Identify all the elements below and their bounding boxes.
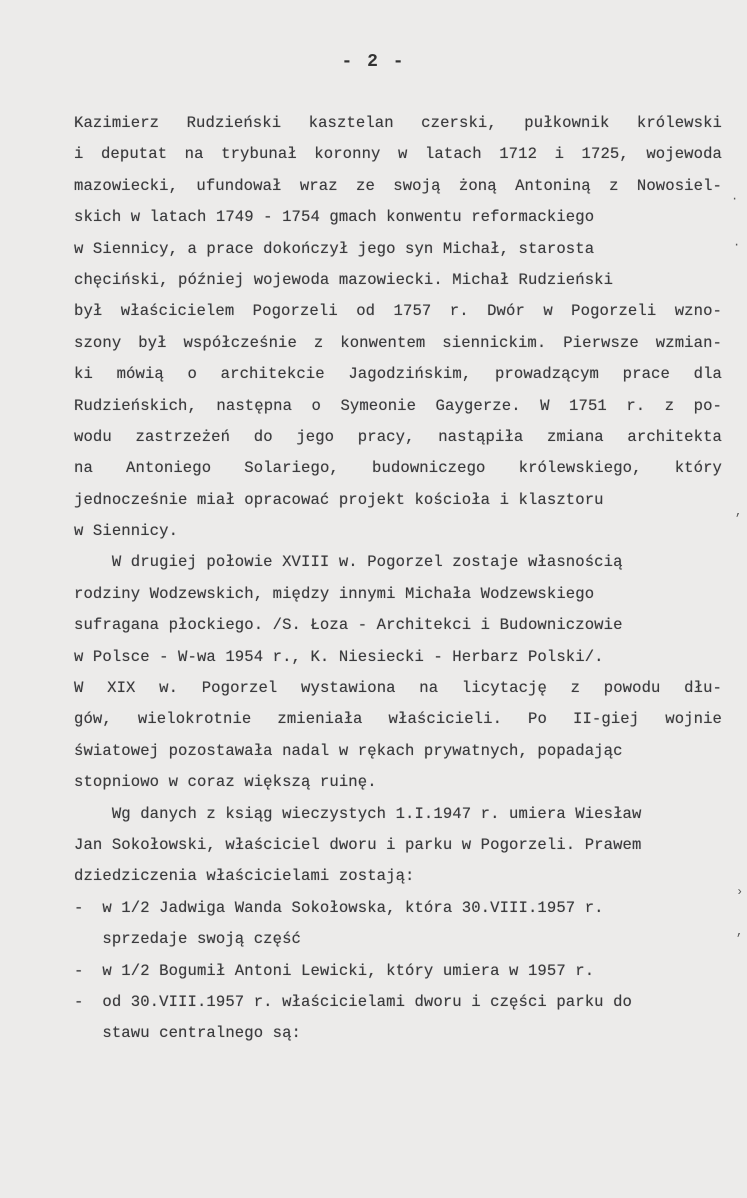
text-line: Rudzieńskich, następna o Symeonie Gaygerze. W 1751 r. z po- xyxy=(74,396,722,415)
margin-dot: · xyxy=(733,238,741,252)
text-line: rodziny Wodzewskich, między innymi Michała Wodzewskiego xyxy=(74,584,595,603)
page-number: - 2 - xyxy=(341,52,406,72)
margin-dot: , xyxy=(736,925,744,939)
text-line: stawu centralnego są: xyxy=(74,1024,301,1043)
margin-dot: · xyxy=(731,192,739,206)
margin-dot: , xyxy=(735,505,743,519)
text-line: sprzedaje swoją część xyxy=(74,930,301,949)
text-line: wodu zastrzeżeń do jego pracy, nastąpiła zmiana architekta xyxy=(74,427,722,446)
text-line: był właścicielem Pogorzeli od 1757 r. Dwór w Pogorzeli wzno- xyxy=(74,302,722,321)
text-line: jednocześnie miał opracować projekt kościoła i klasztoru xyxy=(74,490,604,509)
text-line: na Antoniego Solariego, budowniczego królewskiego, który xyxy=(74,459,722,478)
text-line: stopniowo w coraz większą ruinę. xyxy=(74,773,377,792)
text-line: w Siennicy, a prace dokończył jego syn Michał, starosta xyxy=(74,239,595,258)
text-line: światowej pozostawała nadal w rękach prywatnych, popadając xyxy=(74,741,623,760)
text-line: - od 30.VIII.1957 r. właścicielami dworu i części parku do xyxy=(74,992,633,1011)
text-line: - w 1/2 Jadwiga Wanda Sokołowska, która 30.VIII.1957 r. xyxy=(74,898,604,917)
text-line: mazowiecki, ufundował wraz ze swoją żoną Antoniną z Nowosiel- xyxy=(74,176,722,195)
text-line: chęciński, później wojewoda mazowiecki. Michał Rudzieński xyxy=(74,270,614,289)
text-line: W drugiej połowie XVIII w. Pogorzel zostaje własnością xyxy=(74,553,623,572)
text-line: sufragana płockiego. /S. Łoza - Architekci i Budowniczowie xyxy=(74,616,623,635)
text-line: w Siennicy. xyxy=(74,522,179,541)
text-line: skich w latach 1749 - 1754 gmach konwentu reformackiego xyxy=(74,208,595,227)
margin-dot: › xyxy=(736,885,744,899)
text-line: Kazimierz Rudzieński kasztelan czerski, pułkownik królewski xyxy=(74,114,722,132)
document-body xyxy=(74,108,722,1050)
text-line: Jan Sokołowski, właściciel dworu i parku w Pogorzeli. Prawem xyxy=(74,835,642,854)
text-line: W XIX w. Pogorzel wystawiona na licytację z powodu dłu- xyxy=(74,679,722,698)
text-line: ki mówią o architekcie Jagodzińskim, prowadzącym prace dla xyxy=(74,365,722,384)
text-line: - w 1/2 Bogumił Antoni Lewicki, który umiera w 1957 r. xyxy=(74,961,595,980)
text-line: w Polsce - W-wa 1954 r., K. Niesiecki - Herbarz Polski/. xyxy=(74,647,604,666)
text-line: dziedziczenia właścicielami zostają: xyxy=(74,867,415,886)
text-line: szony był współcześnie z konwentem siennickim. Pierwsze wzmian- xyxy=(74,333,722,352)
text-line: i deputat na trybunał koronny w latach 1712 i 1725, wojewoda xyxy=(74,145,722,164)
text-line: gów, wielokrotnie zmieniała właścicieli. Po II-giej wojnie xyxy=(74,710,722,729)
text-line: Wg danych z ksiąg wieczystych 1.I.1947 r. umiera Wiesław xyxy=(74,804,642,823)
